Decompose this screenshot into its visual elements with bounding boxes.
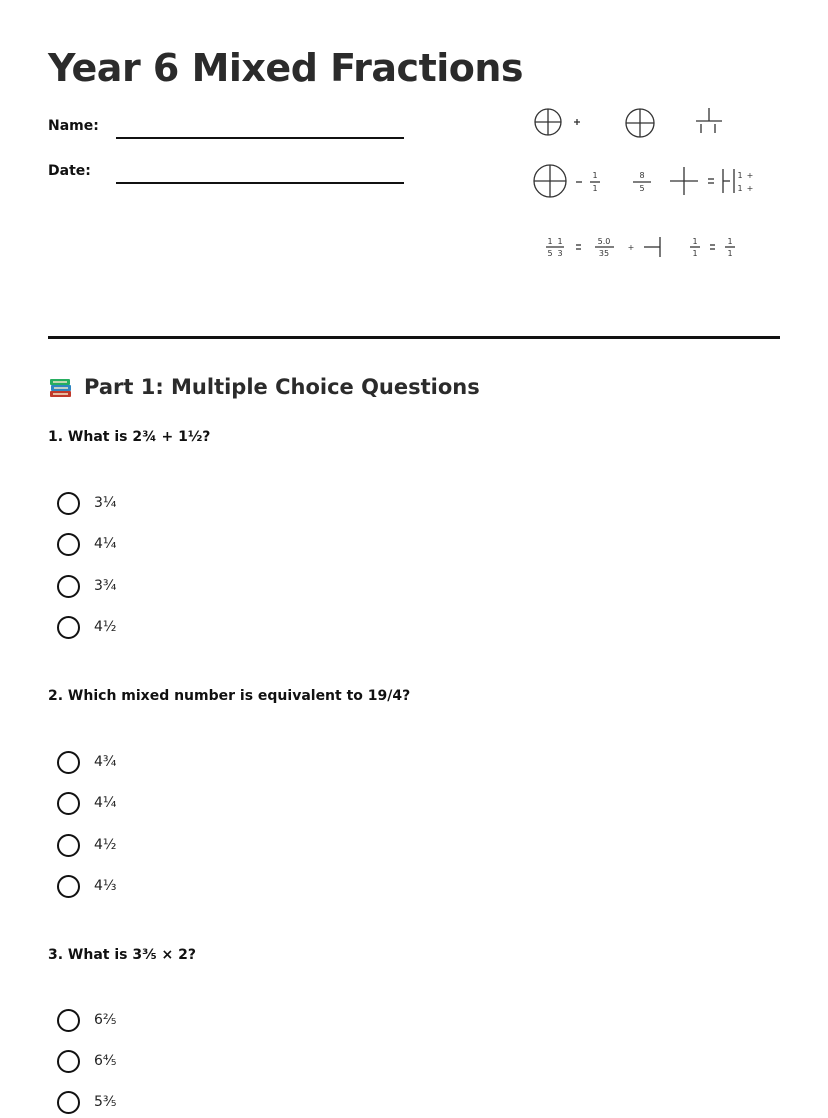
question-2: 2. Which mixed number is equivalent to 19/4? (48, 688, 411, 704)
doodle-r3-b: 1 (557, 237, 563, 246)
option-label: 4¼ (94, 795, 117, 811)
doodle-den-1: 1 (592, 184, 598, 193)
option-label: 6⅘ (94, 1053, 117, 1069)
doodle-r3-d: 3 (557, 249, 563, 258)
radio-button[interactable] (57, 616, 80, 639)
radio-button[interactable] (57, 792, 80, 815)
doodle-r3-c: 5 (547, 249, 553, 258)
option-label: 4¾ (94, 754, 117, 770)
q1-option-b[interactable] (57, 531, 116, 557)
doodle-num-1: 1 (592, 171, 598, 180)
question-3: 3. What is 3⅗ × 2? (48, 947, 196, 963)
option-label: 4⅓ (94, 878, 117, 894)
option-label: 5⅗ (94, 1094, 117, 1110)
option-label: 4½ (94, 619, 117, 635)
section-title-text: Part 1: Multiple Choice Questions (84, 375, 480, 399)
radio-button[interactable] (57, 751, 80, 774)
doodle-r3-j: 1 (727, 237, 733, 246)
doodle-num-2: 8 (639, 171, 645, 180)
radio-button[interactable] (57, 533, 80, 556)
q3-option-c[interactable] (57, 1089, 116, 1115)
option-label: 4¼ (94, 536, 117, 552)
fraction-illustration (520, 95, 770, 270)
q2-option-a[interactable] (57, 749, 116, 775)
date-label: Date: (48, 163, 91, 179)
radio-button[interactable] (57, 875, 80, 898)
radio-button[interactable] (57, 834, 80, 857)
q3-option-a[interactable] (57, 1007, 116, 1033)
name-label: Name: (48, 118, 99, 134)
radio-button[interactable] (57, 575, 80, 598)
doodle-den-2: 5 (639, 184, 645, 193)
option-label: 4½ (94, 837, 117, 853)
radio-button[interactable] (57, 1091, 80, 1114)
radio-button[interactable] (57, 1050, 80, 1073)
q3-option-b[interactable] (57, 1048, 116, 1074)
doodle-r3-e: 5.0 (597, 237, 611, 246)
q2-option-b[interactable] (57, 790, 116, 816)
doodle-plus-1: + (746, 171, 754, 180)
q1-option-d[interactable] (57, 614, 116, 640)
worksheet-title: Year 6 Mixed Fractions (48, 46, 524, 90)
doodle-r3-i: 1 (692, 249, 698, 258)
q2-option-c[interactable] (57, 832, 116, 858)
section-divider (48, 336, 780, 339)
name-field[interactable] (116, 137, 404, 139)
section-heading (48, 374, 480, 400)
radio-button[interactable] (57, 1009, 80, 1032)
option-label: 3¼ (94, 495, 117, 511)
books-icon (48, 374, 74, 400)
q1-option-a[interactable] (57, 490, 116, 516)
option-label: 6⅖ (94, 1012, 117, 1028)
q1-option-c[interactable] (57, 573, 116, 599)
doodle-num-3: 1 (737, 171, 743, 180)
doodle-r3-f: 35 (598, 249, 610, 258)
fraction-doodles (520, 95, 770, 270)
doodle-r3-h: 1 (692, 237, 698, 246)
radio-button[interactable] (57, 492, 80, 515)
question-1: 1. What is 2¾ + 1½? (48, 429, 211, 445)
option-label: 3¾ (94, 578, 117, 594)
doodle-r3-g: + (627, 243, 635, 252)
doodle-plus-2: + (746, 184, 754, 193)
doodle-r3-k: 1 (727, 249, 733, 258)
doodle-r3-a: 1 (547, 237, 553, 246)
q2-option-d[interactable] (57, 873, 116, 899)
doodle-den-3: 1 (737, 184, 743, 193)
date-field[interactable] (116, 182, 404, 184)
